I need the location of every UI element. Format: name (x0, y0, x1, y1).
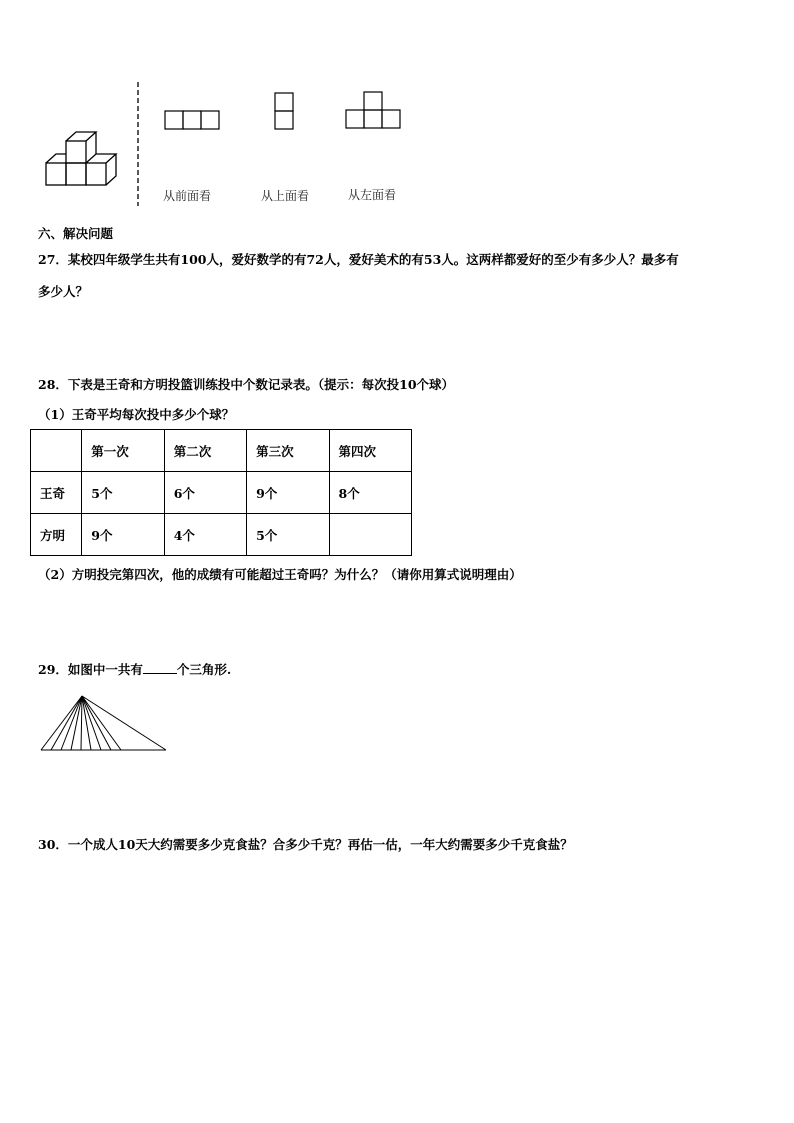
table-cell: 方明 (31, 514, 82, 556)
left-view-label: 从左面看 (348, 188, 397, 202)
table-cell: 5个 (82, 472, 164, 514)
left-view-diagram (345, 91, 403, 131)
table-cell: 4个 (164, 514, 246, 556)
table-row (31, 514, 412, 556)
table-header-cell: 第三次 (247, 430, 329, 472)
top-view-label: 从上面看 (261, 189, 310, 203)
question-28-intro: 28．下表是王奇和方明投篮训练投中个数记录表。（提示：每次投10个球） (38, 377, 455, 392)
question-27-line-1: 27．某校四年级学生共有100人，爱好数学的有72人，爱好美术的有53人。这两样都爱好的至少有多少人？最多有 (38, 252, 679, 267)
answer-blank[interactable] (143, 661, 177, 674)
table-header-row (31, 430, 412, 472)
question-29-text-after: 个三角形. (176, 662, 232, 677)
table-cell: 8个 (329, 472, 411, 514)
question-28-part-1: （1）王奇平均每次投中多少个球？ (38, 407, 235, 422)
top-view-diagram (274, 92, 296, 132)
table-cell: 9个 (247, 472, 329, 514)
score-table (30, 429, 412, 556)
table-row (31, 472, 412, 514)
table-header-cell: 第一次 (82, 430, 164, 472)
question-27-line-2: 多少人？ (38, 284, 89, 299)
cube-stack-figure (40, 125, 130, 191)
table-cell (329, 514, 411, 556)
dashed-divider (136, 82, 140, 206)
table-header-cell (31, 430, 82, 472)
question-29-text-before: 29．如图中一共有 (38, 662, 143, 677)
question-29 (38, 660, 231, 678)
question-30: 30．一个成人10天大约需要多少克食盐？合多少千克？再估一估，一年大约需要多少千克食盐？ (38, 837, 573, 852)
front-view-label: 从前面看 (163, 189, 212, 203)
front-view-diagram (164, 110, 222, 132)
table-cell: 9个 (82, 514, 164, 556)
table-header-cell: 第二次 (164, 430, 246, 472)
table-cell: 5个 (247, 514, 329, 556)
table-cell: 王奇 (31, 472, 82, 514)
section-title: 六、解决问题 (38, 226, 114, 241)
table-cell: 6个 (164, 472, 246, 514)
question-28-part-2: （2）方明投完第四次，他的成绩有可能超过王奇吗？为什么？（请你用算式说明理由） (38, 567, 522, 582)
table-header-cell: 第四次 (329, 430, 411, 472)
triangle-fan-figure (38, 692, 170, 754)
